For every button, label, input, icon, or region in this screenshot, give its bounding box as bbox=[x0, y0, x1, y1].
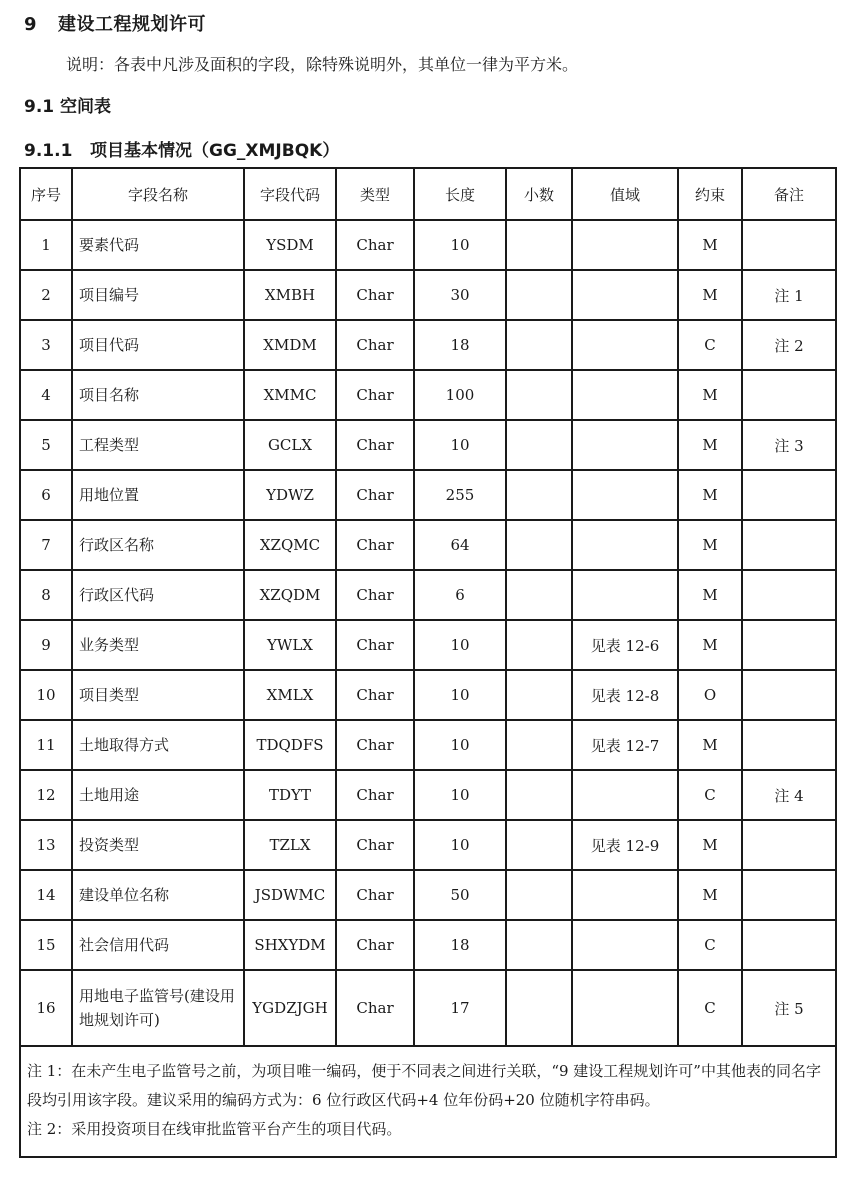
col-remark-cell bbox=[742, 920, 836, 970]
col-type-cell: Char bbox=[336, 420, 414, 470]
col-decimal-cell bbox=[506, 320, 572, 370]
col-type-cell: Char bbox=[336, 620, 414, 670]
col-length-cell: 100 bbox=[414, 370, 506, 420]
col-remark-cell: 注 2 bbox=[742, 320, 836, 370]
col-field-code-cell: XMBH bbox=[244, 270, 336, 320]
col-type-cell: Char bbox=[336, 720, 414, 770]
col-domain-cell: 见表 12-9 bbox=[572, 820, 678, 870]
section-title: 建设工程规划许可 bbox=[58, 14, 206, 35]
col-index-cell: 13 bbox=[20, 820, 72, 870]
col-constraint-cell: M bbox=[678, 620, 742, 670]
col-remark-cell bbox=[742, 520, 836, 570]
col-type-cell: Char bbox=[336, 770, 414, 820]
col-constraint-cell: M bbox=[678, 270, 742, 320]
table-row bbox=[20, 420, 836, 470]
col-decimal-cell bbox=[506, 620, 572, 670]
col-field-name-cell: 工程类型 bbox=[72, 420, 244, 470]
col-domain-cell bbox=[572, 770, 678, 820]
col-type-cell: Char bbox=[336, 870, 414, 920]
col-length-cell: 17 bbox=[414, 970, 506, 1046]
col-field-code-cell: XMDM bbox=[244, 320, 336, 370]
col-length-cell: 10 bbox=[414, 820, 506, 870]
col-field-name-cell: 项目代码 bbox=[72, 320, 244, 370]
section-heading bbox=[24, 10, 206, 36]
footnote: 注 2：采用投资项目在线审批监管平台产生的项目代码。 bbox=[27, 1120, 402, 1138]
table-number: 9.1.1 bbox=[24, 141, 73, 161]
col-index-cell: 8 bbox=[20, 570, 72, 620]
col-decimal-cell bbox=[506, 720, 572, 770]
col-index-cell: 15 bbox=[20, 920, 72, 970]
col-domain-cell: 见表 12-8 bbox=[572, 670, 678, 720]
col-index-cell: 10 bbox=[20, 670, 72, 720]
col-field-code-cell: TZLX bbox=[244, 820, 336, 870]
table-row bbox=[20, 770, 836, 820]
col-length-cell: 6 bbox=[414, 570, 506, 620]
col-domain-cell bbox=[572, 320, 678, 370]
col-type-cell: Char bbox=[336, 670, 414, 720]
col-index-cell: 9 bbox=[20, 620, 72, 670]
col-decimal-cell bbox=[506, 470, 572, 520]
col-index-cell: 2 bbox=[20, 270, 72, 320]
col-domain-cell bbox=[572, 520, 678, 570]
col-length-cell: 50 bbox=[414, 870, 506, 920]
notes-cell bbox=[20, 1046, 836, 1157]
subsection-heading bbox=[24, 92, 111, 117]
col-length-cell: 64 bbox=[414, 520, 506, 570]
subsection-number: 9.1 bbox=[24, 97, 55, 117]
col-field-code-cell: XZQMC bbox=[244, 520, 336, 570]
col-field-name-cell: 要素代码 bbox=[72, 220, 244, 270]
header-col-index: 序号 bbox=[20, 168, 72, 220]
col-remark-cell: 注 4 bbox=[742, 770, 836, 820]
col-constraint-cell: M bbox=[678, 870, 742, 920]
col-decimal-cell bbox=[506, 570, 572, 620]
col-remark-cell bbox=[742, 220, 836, 270]
col-length-cell: 10 bbox=[414, 720, 506, 770]
header-col-field-name: 字段名称 bbox=[72, 168, 244, 220]
table-row bbox=[20, 370, 836, 420]
table-heading bbox=[24, 136, 339, 161]
table-body bbox=[20, 220, 836, 1157]
col-decimal-cell bbox=[506, 970, 572, 1046]
col-field-name-cell: 业务类型 bbox=[72, 620, 244, 670]
header-col-length: 长度 bbox=[414, 168, 506, 220]
col-length-cell: 18 bbox=[414, 320, 506, 370]
col-index-cell: 4 bbox=[20, 370, 72, 420]
col-length-cell: 10 bbox=[414, 620, 506, 670]
table-row bbox=[20, 270, 836, 320]
col-index-cell: 1 bbox=[20, 220, 72, 270]
col-remark-cell bbox=[742, 870, 836, 920]
col-remark-cell bbox=[742, 620, 836, 670]
col-constraint-cell: C bbox=[678, 920, 742, 970]
col-decimal-cell bbox=[506, 870, 572, 920]
col-field-name-cell: 社会信用代码 bbox=[72, 920, 244, 970]
section-number: 9 bbox=[24, 14, 38, 35]
col-index-cell: 16 bbox=[20, 970, 72, 1046]
header-col-remark: 备注 bbox=[742, 168, 836, 220]
col-type-cell: Char bbox=[336, 920, 414, 970]
col-index-cell: 6 bbox=[20, 470, 72, 520]
col-field-name-cell: 用地电子监管号(建设用地规划许可) bbox=[72, 970, 244, 1046]
col-type-cell: Char bbox=[336, 820, 414, 870]
col-length-cell: 18 bbox=[414, 920, 506, 970]
col-constraint-cell: C bbox=[678, 970, 742, 1046]
table-row bbox=[20, 720, 836, 770]
col-domain-cell bbox=[572, 370, 678, 420]
col-field-name-cell: 投资类型 bbox=[72, 820, 244, 870]
col-field-code-cell: SHXYDM bbox=[244, 920, 336, 970]
col-type-cell: Char bbox=[336, 470, 414, 520]
col-field-code-cell: TDYT bbox=[244, 770, 336, 820]
col-index-cell: 12 bbox=[20, 770, 72, 820]
col-constraint-cell: M bbox=[678, 520, 742, 570]
col-type-cell: Char bbox=[336, 570, 414, 620]
col-field-name-cell: 土地取得方式 bbox=[72, 720, 244, 770]
header-col-field-code: 字段代码 bbox=[244, 168, 336, 220]
col-remark-cell bbox=[742, 570, 836, 620]
col-domain-cell bbox=[572, 270, 678, 320]
intro-note: 说明：各表中凡涉及面积的字段，除特殊说明外，其单位一律为平方米。 bbox=[66, 55, 579, 74]
col-length-cell: 10 bbox=[414, 670, 506, 720]
col-domain-cell bbox=[572, 570, 678, 620]
col-field-code-cell: TDQDFS bbox=[244, 720, 336, 770]
header-col-constraint: 约束 bbox=[678, 168, 742, 220]
col-constraint-cell: C bbox=[678, 320, 742, 370]
col-field-code-cell: YGDZJGH bbox=[244, 970, 336, 1046]
col-length-cell: 10 bbox=[414, 770, 506, 820]
col-domain-cell bbox=[572, 470, 678, 520]
col-type-cell: Char bbox=[336, 220, 414, 270]
table-row bbox=[20, 620, 836, 670]
col-length-cell: 255 bbox=[414, 470, 506, 520]
col-field-name-cell: 行政区名称 bbox=[72, 520, 244, 570]
col-field-name-cell: 项目编号 bbox=[72, 270, 244, 320]
col-type-cell: Char bbox=[336, 370, 414, 420]
col-decimal-cell bbox=[506, 420, 572, 470]
col-field-code-cell: YWLX bbox=[244, 620, 336, 670]
col-decimal-cell bbox=[506, 670, 572, 720]
table-row bbox=[20, 470, 836, 520]
col-domain-cell bbox=[572, 970, 678, 1046]
col-domain-cell bbox=[572, 920, 678, 970]
col-decimal-cell bbox=[506, 920, 572, 970]
footnote: 注 1：在未产生电子监管号之前，为项目唯一编码，便于不同表之间进行关联，“9 建设工程规划许可”中其他表的同名字段均引用该字段。建议采用的编码方式为：6 位行政区代码+4 位年份码+20 位随机字符串码。 bbox=[27, 1062, 821, 1109]
col-constraint-cell: O bbox=[678, 670, 742, 720]
table-row bbox=[20, 970, 836, 1046]
col-constraint-cell: M bbox=[678, 820, 742, 870]
col-constraint-cell: M bbox=[678, 220, 742, 270]
col-remark-cell bbox=[742, 720, 836, 770]
col-decimal-cell bbox=[506, 770, 572, 820]
col-remark-cell bbox=[742, 670, 836, 720]
col-domain-cell bbox=[572, 220, 678, 270]
col-field-code-cell: XZQDM bbox=[244, 570, 336, 620]
col-domain-cell bbox=[572, 870, 678, 920]
table-row bbox=[20, 520, 836, 570]
col-remark-cell bbox=[742, 470, 836, 520]
table-row bbox=[20, 870, 836, 920]
header-col-domain: 值域 bbox=[572, 168, 678, 220]
fields-table bbox=[19, 167, 837, 1158]
table-row bbox=[20, 820, 836, 870]
col-constraint-cell: M bbox=[678, 720, 742, 770]
col-field-name-cell: 项目类型 bbox=[72, 670, 244, 720]
table-title: 项目基本情况（GG_XMJBQK） bbox=[90, 141, 340, 161]
col-field-code-cell: JSDWMC bbox=[244, 870, 336, 920]
col-field-name-cell: 土地用途 bbox=[72, 770, 244, 820]
col-remark-cell bbox=[742, 370, 836, 420]
col-field-name-cell: 建设单位名称 bbox=[72, 870, 244, 920]
col-index-cell: 3 bbox=[20, 320, 72, 370]
col-index-cell: 5 bbox=[20, 420, 72, 470]
table-row bbox=[20, 220, 836, 270]
col-type-cell: Char bbox=[336, 320, 414, 370]
subsection-title: 空间表 bbox=[60, 97, 112, 117]
table-row bbox=[20, 920, 836, 970]
col-type-cell: Char bbox=[336, 270, 414, 320]
col-length-cell: 10 bbox=[414, 220, 506, 270]
col-constraint-cell: M bbox=[678, 370, 742, 420]
col-field-code-cell: YDWZ bbox=[244, 470, 336, 520]
col-constraint-cell: M bbox=[678, 420, 742, 470]
col-length-cell: 30 bbox=[414, 270, 506, 320]
header-col-type: 类型 bbox=[336, 168, 414, 220]
col-domain-cell: 见表 12-6 bbox=[572, 620, 678, 670]
col-field-name-cell: 行政区代码 bbox=[72, 570, 244, 620]
col-type-cell: Char bbox=[336, 520, 414, 570]
table-header-row bbox=[20, 168, 836, 220]
col-domain-cell bbox=[572, 420, 678, 470]
col-decimal-cell bbox=[506, 520, 572, 570]
col-constraint-cell: M bbox=[678, 470, 742, 520]
col-domain-cell: 见表 12-7 bbox=[572, 720, 678, 770]
header-col-decimal: 小数 bbox=[506, 168, 572, 220]
col-decimal-cell bbox=[506, 370, 572, 420]
col-remark-cell bbox=[742, 820, 836, 870]
col-field-name-cell: 项目名称 bbox=[72, 370, 244, 420]
col-index-cell: 7 bbox=[20, 520, 72, 570]
col-remark-cell: 注 1 bbox=[742, 270, 836, 320]
col-index-cell: 11 bbox=[20, 720, 72, 770]
col-constraint-cell: C bbox=[678, 770, 742, 820]
col-decimal-cell bbox=[506, 220, 572, 270]
table-row bbox=[20, 320, 836, 370]
table-row bbox=[20, 670, 836, 720]
col-remark-cell: 注 3 bbox=[742, 420, 836, 470]
col-decimal-cell bbox=[506, 820, 572, 870]
col-type-cell: Char bbox=[336, 970, 414, 1046]
col-field-code-cell: YSDM bbox=[244, 220, 336, 270]
col-field-code-cell: XMMC bbox=[244, 370, 336, 420]
col-field-code-cell: XMLX bbox=[244, 670, 336, 720]
col-constraint-cell: M bbox=[678, 570, 742, 620]
table-row bbox=[20, 570, 836, 620]
col-length-cell: 10 bbox=[414, 420, 506, 470]
col-remark-cell: 注 5 bbox=[742, 970, 836, 1046]
col-decimal-cell bbox=[506, 270, 572, 320]
col-field-name-cell: 用地位置 bbox=[72, 470, 244, 520]
col-index-cell: 14 bbox=[20, 870, 72, 920]
notes-row bbox=[20, 1046, 836, 1157]
col-field-code-cell: GCLX bbox=[244, 420, 336, 470]
